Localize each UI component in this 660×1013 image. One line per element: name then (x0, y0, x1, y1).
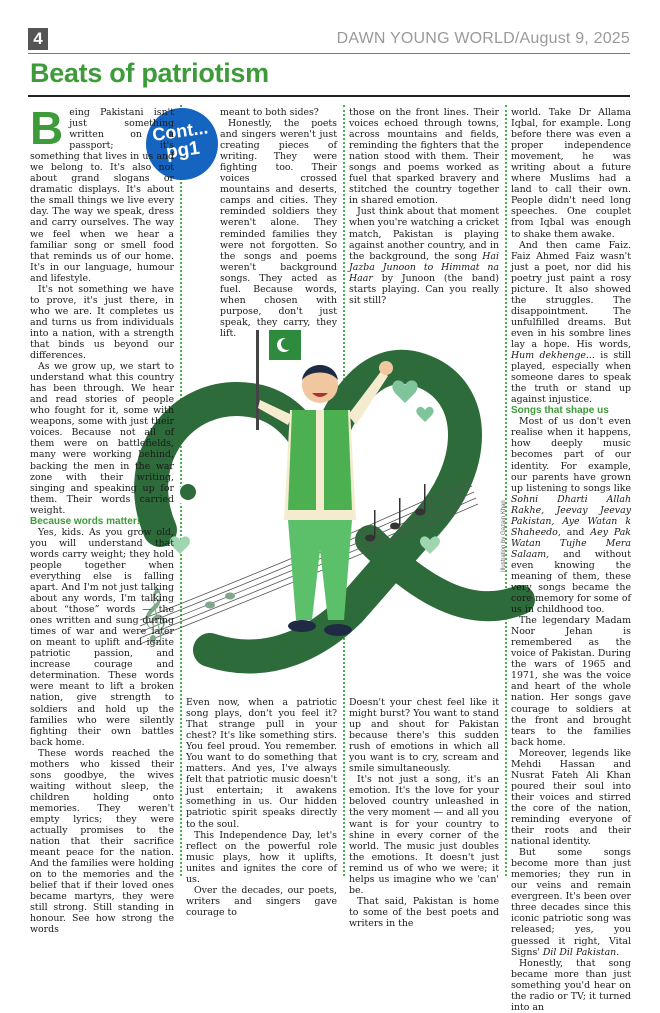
paragraph: Moreover, legends like Mehdi Hassan and Nusrat Fateh Ali Khan poured their soul into their voices and stirred the core of the nation, reminding everyone of their roots and their national identity. (511, 747, 631, 848)
song-title: Hai Jazba Junoon to Himmat na Haar (349, 250, 499, 284)
paragraph: This Independence Day, let's reflect on the powerful role music plays, how it uplifts, unites and ignites the core of us. (186, 829, 337, 885)
subheading: Songs that shape us (511, 405, 609, 417)
paragraph: These words reached the mothers who kissed their sons goodbye, the wives waiting without sleep, the children holding onto memories. They weren't empty lyrics; they were actually promises to the nation that their sacrifice meant peace for the nation. And the families were holding on to the memories and the belief that if their loved ones became martyrs, they were still strong. Still standing in honour. See how strong the words (30, 747, 174, 936)
boy-with-flag-illustration (120, 290, 520, 690)
illustration-credit: Illustration by Gazain Khan (501, 500, 507, 572)
paragraph: Honestly, the poets and singers weren't just creating pieces of writing. They were fighting too. Their voices crossed mountains and deserts, camps and cities. They reminded soldiers they weren't alone. They reminded families they were not forgotten. So the songs and poems weren't background songs. They acted as fuel. Because words, when chosen with purpose, don't just speak, they carry, they lift. (220, 118, 337, 339)
paragraph: That said, Pakistan is home to some of the best poets and writers in the (349, 895, 499, 929)
paragraph: As we grow up, we start to understand what this country has been through. We hear and read stories of people who fought for it, some with weapons, some with just their voices. Because not all of them were on battlefields, many were working behind, backing the men in the war zone with their writing, singing and speaking up for them. Their words carried weight. (30, 361, 174, 516)
treble-clef-icon: 𝄞 (140, 587, 168, 641)
paragraph: Honestly, that song became more than just something you'd hear on the radio or TV; it turned into an (511, 957, 631, 1013)
paragraph: But some songs become more than just memories; they run in our veins and remain evergreen. It's been over three decades since this iconic patriotic song was released; yes, you guessed it right, Vital Signs' Dil Dil Pakistan. (511, 847, 631, 958)
paragraph: those on the front lines. Their voices echoed through towns, across mountains and fields, reminding the fighters that the nation stood with them. Their songs and poems worked as fuel that sparked bravery and stitched the country together in shared emotion. (349, 107, 499, 207)
paragraph: meant to both sides? (220, 107, 319, 118)
title-rule (28, 95, 630, 97)
paragraph: It's not something we have to prove, it's just there, in who we are. It completes us and turns us from individuals into a nation, with a strength that binds us beyond our differences. (30, 283, 174, 362)
badge-line-2: pg1 (164, 137, 202, 164)
paragraph: Even now, when a patriotic song plays, don't you feel it? That strange pull in your chest? It's like something stirs. You feel proud. You remember. You want to do something that matters. And yes, I've always felt that patriotic music doesn't just entertain; it awakens something in us. Our hidden patriotic spirit speaks directly to the soul. (186, 697, 337, 830)
column-3-bottom (349, 697, 499, 929)
publication-masthead: DAWN YOUNG WORLD/August 9, 2025 (336, 30, 630, 47)
heart-icon (416, 407, 433, 422)
song-title: Dil Dil Pakistan. (542, 946, 620, 958)
paragraph: The legendary Madam Noor Jehan is remembered as the voice of Pakistan. During the wars of 1965 and 1971, she was the voice and heart of the whole nation. Her songs gave courage to soldiers at the front and brought tears to the families back home. (511, 615, 631, 748)
paragraph: And then came Faiz. Faiz Ahmed Faiz wasn't just a poet, nor did his poetry just paint a rosy picture. It also showed the struggles. The disappointment. The unfulfilled dreams. But even in his sombre lines lay a hope. His words, Hum dekhenge... is still played, especially when someone dares to speak the truth or stand up against injustice. (511, 239, 631, 406)
drop-cap: B (30, 102, 64, 154)
paragraph: It's not just a song, it's an emotion. It's the love for your beloved country unleashed in the very moment — and all you want is for your country to shine in every corner of the world. The music just doubles the emotions. It doesn't just remind us of who we were; it helps us imagine who we 'can' be. (349, 774, 499, 896)
paragraph: Most of us don't even realise when it happens, how deeply music becomes part of our identity. For example, our parents have grown up listening to songs like Sohni Dharti Allah Rakhe, Jeevay Jeevay Pakistan, Aye Watan k Shaheedo, and Aey Pak Watan Tujhe Mera Salaam, and without even knowing the meaning of them, these very songs became the core memory for some of us in childhood too. (511, 416, 631, 616)
header-rule (28, 53, 630, 54)
badge-line-1: Cont... (151, 117, 210, 145)
column-2-bottom (186, 697, 337, 918)
paragraph: Over the decades, our poets, writers and singers gave courage to (186, 884, 337, 918)
song-title: Aey Pak Watan Tujhe Mera Salaam, (511, 526, 631, 560)
song-title: Sohni Dharti Allah Rakhe, Jeevay Jeevay Pakistan, Aye Watan k Shaheedo, (511, 493, 631, 538)
paragraph: Just think about that moment when you're watching a cricket match, Pakistan is playing against another country, and in the background, the song Hai Jazba Junoon to Himmat na Haar by Junoon (the band) starts playing. Can you really sit still? (349, 206, 499, 306)
column-4 (511, 107, 631, 1013)
paragraph: world. Take Dr Allama Iqbal, for example. Long before there was even a proper independence movement, he was writing about a future where Muslims had a land to call their own. People didn't need long speeches. One couplet from Iqbal was enough to shake them awake. (511, 107, 631, 240)
page-number: 4 (28, 28, 48, 50)
song-title: Hum dekhenge... (511, 350, 595, 362)
ribbon-tail (370, 540, 520, 606)
paragraph: Doesn't your chest feel like it might burst? You want to stand up and shout for Pakistan because there's this sudden rush of emotions in which all you want is to cry, scream and smile simultaneously. (349, 697, 499, 775)
paragraph: eing Pakistani isn't just something written on a passport; it's something that lives in us and we belong to. It's also not about grand slogans or dramatic displays. It's about the small things we live every day. The way we speak, dress and carry ourselves. The way we feel when we hear a familiar song or smell food that reminds us of our home. It's in our language, humour and lifestyle. (30, 107, 174, 284)
column-2-top (186, 107, 337, 339)
article-title: Beats of patriotism (30, 58, 269, 88)
paragraph: Yes, kids. As you grow old, you will understand that words carry weight; they hold people together when everything else is falling apart. And I'm not just talking about any words, I'm talking about “those” words — the ones written and sung during times of war and were later on meant to uplift and ignite patriotic passion, and increase courage and determination. These words were meant to lift a broken nation, give strength to soldiers and hold up the families who were silently fighting their own battles back home. (30, 526, 174, 748)
column-1 (30, 102, 174, 936)
column-3-top (349, 107, 499, 306)
subheading: Because words matter! (30, 515, 141, 527)
